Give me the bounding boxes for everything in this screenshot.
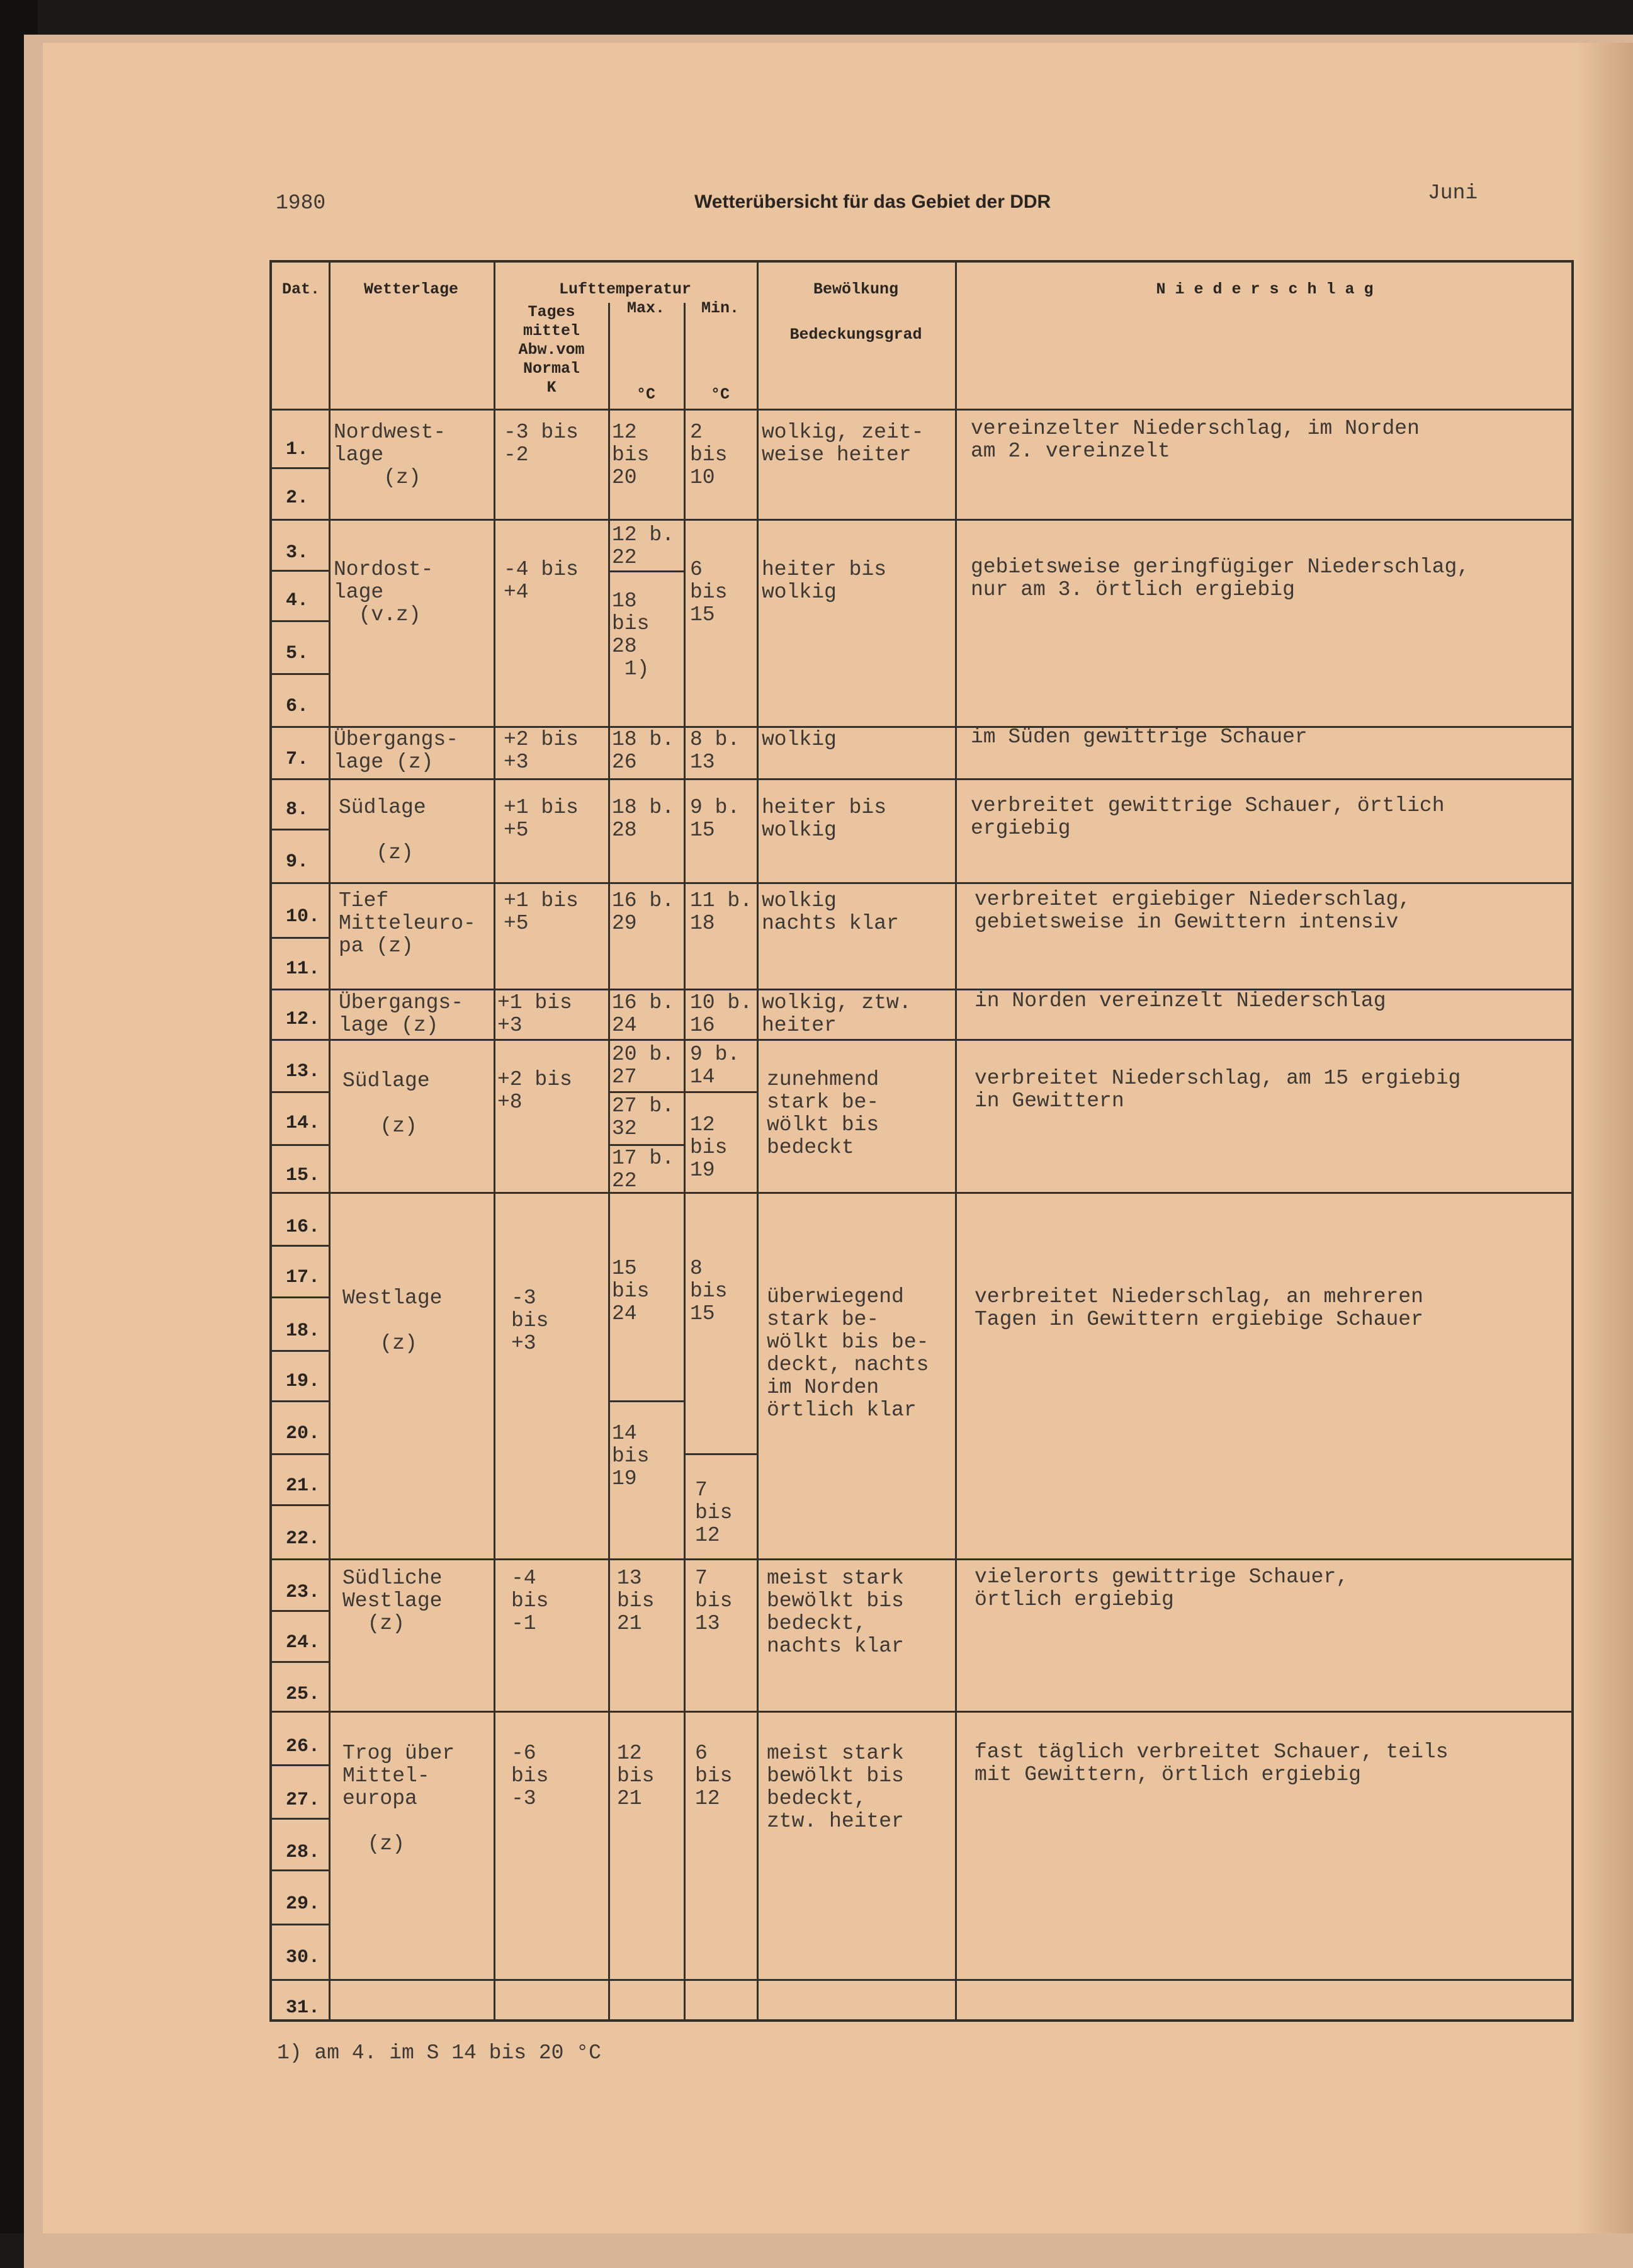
page-title: Wetterübersicht für das Gebiet der DDR [694, 191, 1051, 212]
min-cell: 8 bis 15 [690, 1257, 728, 1325]
max-cell: 15 bis 24 [612, 1257, 650, 1325]
tagesmittel-cell: +1 bis +5 [504, 889, 579, 935]
day-label: 22. [286, 1528, 320, 1550]
day-label: 14. [286, 1113, 320, 1134]
min-cell: 8 b. 13 [690, 728, 740, 774]
tagesmittel-cell: -6 bis -3 [511, 1742, 549, 1810]
col-header-max-unit: °C [636, 385, 655, 404]
wetterlage-cell: Südlage (z) [339, 796, 426, 865]
day-label: 3. [286, 542, 309, 564]
max-cell: 16 b. 24 [612, 991, 675, 1037]
min-cell: 6 bis 12 [695, 1742, 733, 1810]
min-cell: 11 b. 18 [690, 889, 753, 935]
col-header-bedeckungsgrad: Bedeckungsgrad [789, 326, 922, 344]
day-label: 19. [286, 1371, 320, 1392]
tagesmittel-cell: +1 bis +3 [497, 991, 572, 1037]
day-label: 31. [286, 1997, 320, 2019]
niederschlag-cell: im Süden gewittrige Schauer [971, 725, 1308, 749]
niederschlag-cell: gebietsweise geringfügiger Niederschlag, nur am 3. örtlich ergiebig [971, 555, 1470, 601]
niederschlag-cell: verbreitet gewittrige Schauer, örtlich ergiebig [971, 794, 1445, 840]
col-header-lufttemperatur: Lufttemperatur [558, 280, 692, 298]
min-cell: 9 b. 14 [690, 1043, 740, 1089]
day-label: 26. [286, 1736, 320, 1757]
day-label: 7. [286, 749, 309, 770]
max-cell: 12 bis 20 [612, 421, 650, 489]
bewoelkung-cell: wolkig, zeit- weise heiter [762, 421, 924, 467]
day-label: 9. [286, 851, 309, 873]
bewoelkung-cell: meist stark bewölkt bis bedeckt, ztw. heiter [767, 1742, 904, 1833]
day-label: 29. [286, 1893, 320, 1915]
tagesmittel-cell: +2 bis +3 [504, 728, 579, 774]
bewoelkung-cell: meist stark bewölkt bis bedeckt, nachts klar [767, 1567, 904, 1658]
max-cell: 12 bis 21 [617, 1742, 655, 1810]
col-header-min-unit: °C [710, 385, 730, 404]
niederschlag-cell: verbreitet ergiebiger Niederschlag, gebietsweise in Gewittern intensiv [975, 888, 1411, 934]
bewoelkung-cell: heiter bis wolkig [762, 558, 887, 604]
day-label: 28. [286, 1842, 320, 1863]
day-label: 10. [286, 906, 320, 927]
max-cell: 14 bis 19 [612, 1422, 650, 1490]
bewoelkung-cell: wolkig nachts klar [762, 889, 899, 935]
day-label: 1. [286, 439, 309, 460]
page-month: Juni [1428, 181, 1478, 205]
niederschlag-cell: fast täglich verbreitet Schauer, teils mit Gewittern, örtlich ergiebig [975, 1740, 1449, 1786]
day-label: 11. [286, 958, 320, 980]
bewoelkung-cell: zunehmend stark be- wölkt bis bedeckt [767, 1068, 879, 1159]
tagesmittel-cell: -4 bis -1 [511, 1567, 549, 1635]
max-cell: 18 b. 26 [612, 728, 675, 774]
niederschlag-cell: verbreitet Niederschlag, an mehreren Tagen in Gewittern ergiebige Schauer [975, 1285, 1423, 1331]
day-label: 2. [286, 487, 309, 509]
day-label: 17. [286, 1267, 320, 1288]
weather-table [269, 260, 1574, 2022]
day-label: 27. [286, 1789, 320, 1811]
day-label: 20. [286, 1423, 320, 1444]
min-cell: 10 b. 16 [690, 991, 753, 1037]
max-cell: 20 b. 27 [612, 1043, 675, 1089]
min-cell: 2 bis 10 [690, 421, 728, 489]
tagesmittel-cell: +1 bis +5 [504, 796, 579, 842]
wetterlage-cell: Trog über Mittel- europa (z) [342, 1742, 455, 1856]
day-label: 21. [286, 1475, 320, 1497]
bewoelkung-cell: heiter bis wolkig [762, 796, 887, 842]
col-header-max: Max. [626, 299, 665, 317]
wetterlage-cell: Südlage (z) [342, 1069, 430, 1138]
day-label: 13. [286, 1061, 320, 1082]
max-cell: 18 b. 28 [612, 796, 675, 842]
day-label: 25. [286, 1684, 320, 1705]
niederschlag-cell: vielerorts gewittrige Schauer, örtlich ergiebig [975, 1565, 1349, 1611]
tagesmittel-cell: -3 bis -2 [504, 421, 579, 467]
bewoelkung-cell: wolkig, ztw. heiter [762, 991, 912, 1037]
max-cell: 18 bis 28 1) [612, 589, 650, 681]
col-header-date: Dat. [281, 280, 320, 298]
day-label: 8. [286, 799, 309, 820]
page-year: 1980 [276, 191, 326, 215]
page-curl-shade [1576, 43, 1633, 2233]
wetterlage-cell: Tief Mitteleuro- pa (z) [339, 889, 476, 958]
day-label: 6. [286, 696, 309, 717]
col-header-niederschlag: N i e d e r s c h l a g [1156, 280, 1374, 298]
bewoelkung-cell: wolkig [762, 728, 837, 751]
min-cell: 9 b. 15 [690, 796, 740, 842]
day-label: 5. [286, 643, 309, 664]
wetterlage-cell: Übergangs- lage (z) [339, 991, 464, 1037]
bewoelkung-cell: überwiegend stark be- wölkt bis be- deckt, nachts im Norden örtlich klar [767, 1285, 929, 1422]
wetterlage-cell: Südliche Westlage (z) [342, 1567, 443, 1635]
max-cell: 27 b. 32 [612, 1094, 675, 1140]
col-header-tagesmittel: Tages mittel Abw.vom Normal K [518, 303, 585, 397]
wetterlage-cell: Nordwest- lage (z) [334, 421, 446, 489]
wetterlage-cell: Nordost- lage (v.z) [334, 558, 434, 627]
day-label: 23. [286, 1582, 320, 1603]
day-label: 4. [286, 590, 309, 611]
niederschlag-cell: in Norden vereinzelt Niederschlag [975, 989, 1386, 1012]
day-label: 16. [286, 1216, 320, 1238]
min-cell: 7 bis 13 [695, 1567, 733, 1635]
min-cell: 7 bis 12 [695, 1478, 733, 1547]
wetterlage-cell: Westlage (z) [342, 1286, 443, 1355]
document-page [43, 43, 1633, 2233]
tagesmittel-cell: -4 bis +4 [504, 558, 579, 604]
tagesmittel-cell: -3 bis +3 [511, 1286, 549, 1355]
day-label: 30. [286, 1947, 320, 1968]
max-cell: 16 b. 29 [612, 889, 675, 935]
wetterlage-cell: Übergangs- lage (z) [334, 728, 459, 774]
niederschlag-cell: verbreitet Niederschlag, am 15 ergiebig in Gewittern [975, 1067, 1461, 1113]
col-header-bewoelkung: Bewölkung [813, 280, 899, 298]
min-cell: 6 bis 15 [690, 558, 728, 627]
day-label: 18. [286, 1320, 320, 1342]
col-header-min: Min. [701, 299, 739, 317]
min-cell: 12 bis 19 [690, 1113, 728, 1182]
max-cell: 12 b. 22 [612, 523, 675, 569]
max-cell: 13 bis 21 [617, 1567, 655, 1635]
max-cell: 17 b. 22 [612, 1147, 675, 1193]
col-header-wetterlage: Wetterlage [363, 280, 459, 298]
niederschlag-cell: vereinzelter Niederschlag, im Norden am 2. vereinzelt [971, 417, 1420, 463]
tagesmittel-cell: +2 bis +8 [497, 1068, 572, 1114]
day-label: 12. [286, 1009, 320, 1030]
day-label: 24. [286, 1632, 320, 1653]
day-label: 15. [286, 1165, 320, 1186]
footnote: 1) am 4. im S 14 bis 20 °C [277, 2041, 601, 2065]
